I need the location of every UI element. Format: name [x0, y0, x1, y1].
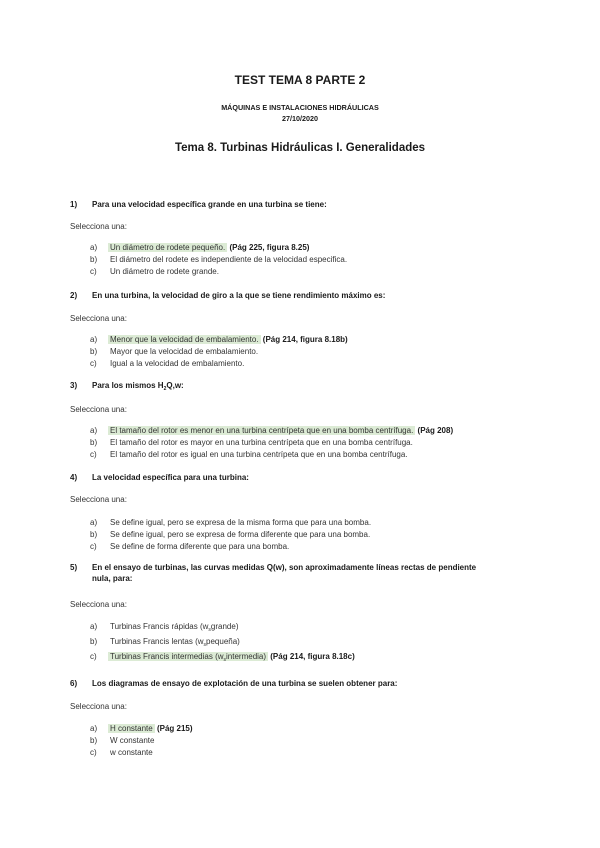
- question-text: La velocidad específica para una turbina:: [92, 473, 249, 482]
- exam-date: 27/10/2020: [282, 114, 318, 123]
- option[interactable]: c) w constante: [90, 748, 153, 757]
- question-text: Para los mismos $H_2Q,w$:: [92, 381, 184, 392]
- question-2: 2) En una turbina, la velocidad de giro a la que se tiene rendimiento máximo es:: [70, 291, 386, 300]
- question-text: Los diagramas de ensayo de explotación de una turbina se suelen obtener para:: [92, 679, 398, 688]
- page-reference: (Pág 225, figura 8.25): [229, 243, 310, 252]
- question-6: 6) Los diagramas de ensayo de explotación de una turbina se suelen obtener para:: [70, 679, 398, 688]
- question-1: 1) Para una velocidad específica grande en una turbina se tiene:: [70, 200, 327, 209]
- option-text: Se define de forma diferente que para una bomba.: [110, 542, 290, 551]
- option[interactable]: b) Mayor que la velocidad de embalamiento.: [90, 347, 259, 356]
- option-text: Mayor que la velocidad de embalamiento.: [110, 347, 259, 356]
- option[interactable]: c) Igual a la velocidad de embalamiento.: [90, 359, 245, 368]
- option-correct[interactable]: a) El tamaño del rotor es menor en una turbina centrípeta que en una bomba centrífuga. (Pág 208): [90, 426, 454, 435]
- select-label: Selecciona una:: [70, 495, 127, 504]
- option-text: w constante: [110, 748, 153, 757]
- option[interactable]: b) El diámetro del rodete es independiente de la velocidad especifica.: [90, 255, 348, 264]
- question-4: 4) La velocidad específica para una turbina:: [70, 473, 249, 482]
- page-reference: (Pág 214, figura 8.18c): [270, 652, 355, 661]
- select-label: Selecciona una:: [70, 314, 127, 323]
- option[interactable]: b) Turbinas Francis lentas $(w_spequeña)$: [90, 637, 240, 648]
- option-correct[interactable]: a) Menor que la velocidad de embalamiento. (Pág 214, figura 8.18b): [90, 335, 348, 344]
- option-text: Un diámetro de rodete grande.: [110, 267, 219, 276]
- option-text: Un diámetro de rodete pequeño.: [110, 243, 226, 252]
- select-label: Selecciona una:: [70, 405, 127, 414]
- option-text: El tamaño del rotor es igual en una turbina centrípeta que en una bomba centrífuga.: [110, 450, 408, 459]
- option-text: El tamaño del rotor es mayor en una turbina centrípeta que en una bomba centrífuga.: [110, 438, 413, 447]
- option-text: Se define igual, pero se expresa de forma diferente que para una bomba.: [110, 530, 371, 539]
- option-text: Se define igual, pero se expresa de la misma forma que para una bomba.: [110, 518, 372, 527]
- option[interactable]: b) W constante: [90, 736, 155, 745]
- question-3: 3) Para los mismos $H_2Q,w$:: [70, 381, 184, 392]
- option-text: Turbinas Francis lentas $(w_spequeña)$: [110, 637, 240, 648]
- question-text: En una turbina, la velocidad de giro a la que se tiene rendimiento máximo es:: [92, 291, 386, 300]
- option[interactable]: c) Un diámetro de rodete grande.: [90, 267, 219, 276]
- page-title: TEST TEMA 8 PARTE 2: [234, 73, 366, 87]
- option-text: Turbinas Francis rápidas $(w_sgrande)$: [110, 622, 239, 633]
- course-name: MÁQUINAS E INSTALACIONES HIDRÁULICAS: [221, 103, 379, 112]
- option-correct[interactable]: c) Turbinas Francis intermedias $(w_sintermedia)$ (Pág 214, figura 8.18c): [90, 652, 355, 663]
- option-correct[interactable]: a) H constante (Pág 215): [90, 724, 193, 733]
- option-text: H constante: [110, 724, 153, 733]
- option[interactable]: c) Se define de forma diferente que para una bomba.: [90, 542, 290, 551]
- topic-heading: Tema 8. Turbinas Hidráulicas I. Generalidades: [174, 142, 426, 154]
- question-text-continued: nula, para:: [92, 574, 133, 583]
- option-text: El tamaño del rotor es menor en una turbina centrípeta que en una bomba centrífuga.: [110, 426, 414, 435]
- select-label: Selecciona una:: [70, 702, 127, 711]
- page-reference: (Pág 214, figura 8.18b): [262, 335, 348, 344]
- option[interactable]: b) El tamaño del rotor es mayor en una turbina centrípeta que en una bomba centrífuga.: [90, 438, 413, 447]
- select-label: Selecciona una:: [70, 222, 127, 231]
- question-5: 5) En el ensayo de turbinas, las curvas medidas Q(w), son aproximadamente líneas rectas de pendiente: [70, 563, 477, 572]
- option-text: Igual a la velocidad de embalamiento.: [110, 359, 245, 368]
- option-text: W constante: [110, 736, 155, 745]
- option-text: Menor que la velocidad de embalamiento.: [110, 335, 259, 344]
- option[interactable]: a) Turbinas Francis rápidas $(w_sgrande)$: [90, 622, 239, 633]
- question-text: En el ensayo de turbinas, las curvas medidas Q(w), son aproximadamente líneas rectas de pendiente: [92, 563, 477, 572]
- page-reference: (Pág 215): [156, 724, 193, 733]
- page-reference: (Pág 208): [417, 426, 454, 435]
- question-text: Para una velocidad específica grande en una turbina se tiene:: [92, 200, 327, 209]
- select-label: Selecciona una:: [70, 600, 127, 609]
- option-correct[interactable]: a) Un diámetro de rodete pequeño. (Pág 225, figura 8.25): [90, 243, 310, 252]
- option[interactable]: a) Se define igual, pero se expresa de la misma forma que para una bomba.: [90, 518, 372, 527]
- option-text: Turbinas Francis intermedias $(w_sintermedia)$: [110, 652, 267, 663]
- option[interactable]: c) El tamaño del rotor es igual en una turbina centrípeta que en una bomba centrífuga.: [90, 450, 408, 459]
- option-text: El diámetro del rodete es independiente de la velocidad especifica.: [110, 255, 348, 264]
- option[interactable]: b) Se define igual, pero se expresa de forma diferente que para una bomba.: [90, 530, 371, 539]
